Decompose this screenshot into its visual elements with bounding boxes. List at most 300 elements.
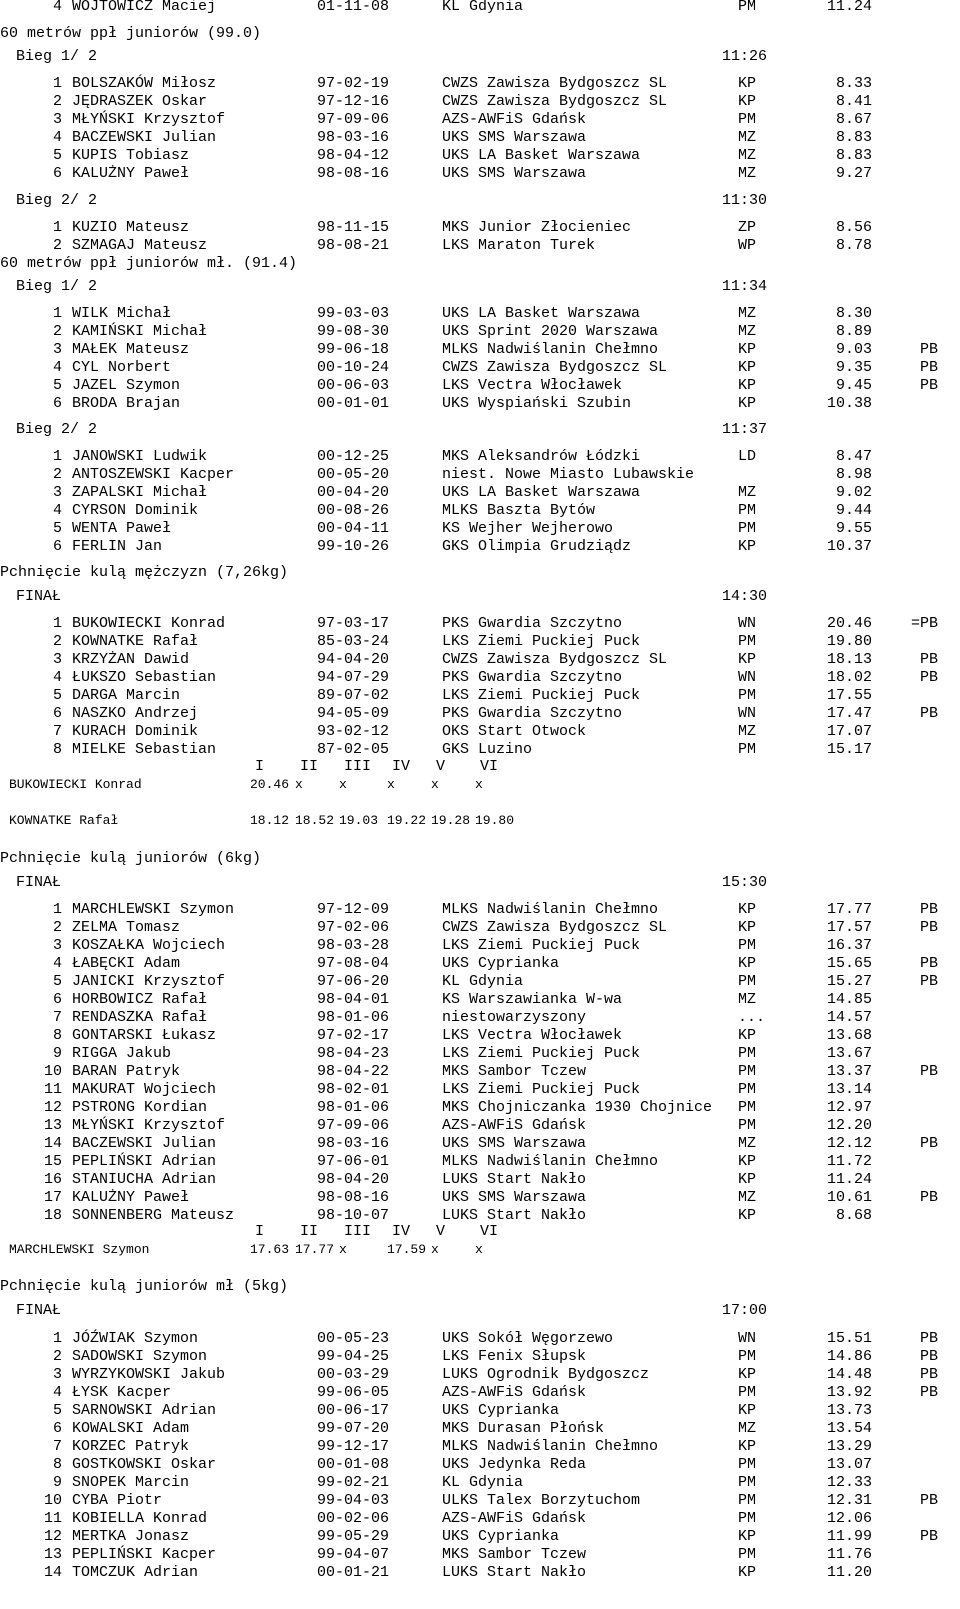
birth-date: 99-03-03 bbox=[317, 305, 390, 322]
record-note: PB bbox=[919, 901, 938, 918]
birth-date: 98-02-01 bbox=[317, 1081, 390, 1098]
athlete-name: PEPLIŃSKI Kacper bbox=[72, 1546, 217, 1563]
record-note: PB bbox=[919, 705, 938, 722]
club-name: LKS Ziemi Puckiej Puck bbox=[442, 1081, 641, 1098]
birth-date: 97-02-06 bbox=[317, 919, 390, 936]
result-row bbox=[0, 502, 960, 520]
attempt-column-label: VI bbox=[480, 1223, 499, 1240]
birth-date: 98-03-28 bbox=[317, 937, 390, 954]
club-name: MLKS Nadwiślanin Chełmno bbox=[442, 901, 659, 918]
region-code: PM bbox=[738, 1045, 757, 1062]
event-title bbox=[0, 850, 960, 868]
place: 12 bbox=[43, 1099, 62, 1116]
club-name: UKS SMS Warszawa bbox=[442, 1135, 587, 1152]
birth-date: 87-02-05 bbox=[317, 741, 390, 758]
region-code: PM bbox=[738, 1546, 757, 1563]
region-code: LD bbox=[738, 448, 757, 465]
result-row bbox=[0, 1402, 960, 1420]
region-code: KP bbox=[738, 395, 757, 412]
attempt-column-label: IV bbox=[392, 758, 411, 775]
club-name: UKS LA Basket Warszawa bbox=[442, 147, 641, 164]
result-value: 13.68 bbox=[826, 1027, 872, 1044]
place: 6 bbox=[52, 538, 62, 555]
birth-date: 97-03-17 bbox=[317, 615, 390, 632]
club-name: UKS SMS Warszawa bbox=[442, 129, 587, 146]
athlete-name: ŁUKSZO Sebastian bbox=[72, 669, 217, 686]
attempt-column-label: III bbox=[344, 1223, 372, 1240]
region-code: PM bbox=[738, 1474, 757, 1491]
birth-date: 99-12-17 bbox=[317, 1438, 390, 1455]
record-note: PB bbox=[919, 919, 938, 936]
result-row bbox=[0, 1171, 960, 1189]
region-code: KP bbox=[738, 538, 757, 555]
club-name: MKS Aleksandrów Łódzki bbox=[442, 448, 641, 465]
club-name: LUKS Start Nakło bbox=[442, 1171, 587, 1188]
result-value: 13.37 bbox=[826, 1063, 872, 1080]
birth-date: 97-06-01 bbox=[317, 1153, 390, 1170]
heat-time: 11:34 bbox=[722, 278, 768, 295]
place: 6 bbox=[52, 395, 62, 412]
result-row bbox=[0, 111, 960, 129]
birth-date: 99-08-30 bbox=[317, 323, 390, 340]
birth-date: 00-04-11 bbox=[317, 520, 390, 537]
place: 10 bbox=[43, 1063, 62, 1080]
region-code: PM bbox=[738, 741, 757, 758]
birth-date: 00-06-17 bbox=[317, 1402, 390, 1419]
heat-header bbox=[0, 192, 960, 210]
place: 1 bbox=[52, 448, 62, 465]
birth-date: 97-08-04 bbox=[317, 955, 390, 972]
region-code: PM bbox=[738, 1384, 757, 1401]
region-code: MZ bbox=[738, 1189, 757, 1206]
attempts-row bbox=[0, 776, 960, 794]
place: 1 bbox=[52, 1330, 62, 1347]
region-code: KP bbox=[738, 93, 757, 110]
event-title bbox=[0, 1278, 960, 1296]
result-value: 8.47 bbox=[835, 448, 872, 465]
record-note: PB bbox=[919, 955, 938, 972]
birth-date: 99-02-21 bbox=[317, 1474, 390, 1491]
club-name: CWZS Zawisza Bydgoszcz SL bbox=[442, 93, 668, 110]
birth-date: 98-08-21 bbox=[317, 237, 390, 254]
birth-date: 00-05-23 bbox=[317, 1330, 390, 1347]
attempt-column-label: V bbox=[436, 758, 446, 775]
athlete-name: ŁABĘCKI Adam bbox=[72, 955, 181, 972]
club-name: UKS Cyprianka bbox=[442, 1402, 560, 1419]
athlete-name: FERLIN Jan bbox=[72, 538, 163, 555]
birth-date: 94-07-29 bbox=[317, 669, 390, 686]
result-row bbox=[0, 687, 960, 705]
result-value: 10.38 bbox=[826, 395, 872, 412]
region-code: KP bbox=[738, 901, 757, 918]
result-value: 18.13 bbox=[826, 651, 872, 668]
birth-date: 00-10-24 bbox=[317, 359, 390, 376]
club-name: LUKS Ogrodnik Bydgoszcz bbox=[442, 1366, 650, 1383]
region-code: KP bbox=[738, 1027, 757, 1044]
place: 6 bbox=[52, 705, 62, 722]
region-code: KP bbox=[738, 1153, 757, 1170]
region-code: KP bbox=[738, 1528, 757, 1545]
athlete-name: BRODA Brajan bbox=[72, 395, 181, 412]
place: 4 bbox=[52, 502, 62, 519]
result-row bbox=[0, 75, 960, 93]
place: 12 bbox=[43, 1528, 62, 1545]
athlete-name: BACZEWSKI Julian bbox=[72, 129, 217, 146]
attempt-value: x bbox=[295, 777, 303, 792]
result-value: 8.83 bbox=[835, 147, 872, 164]
result-value: 14.86 bbox=[826, 1348, 872, 1365]
club-name: UKS SMS Warszawa bbox=[442, 165, 587, 182]
place: 3 bbox=[52, 651, 62, 668]
club-name: OKS Start Otwock bbox=[442, 723, 587, 740]
result-value: 10.61 bbox=[826, 1189, 872, 1206]
birth-date: 98-03-16 bbox=[317, 1135, 390, 1152]
athlete-name: MŁYŃSKI Krzysztof bbox=[72, 1117, 226, 1134]
attempt-column-label: VI bbox=[480, 758, 499, 775]
birth-date: 98-03-16 bbox=[317, 129, 390, 146]
result-row bbox=[0, 1456, 960, 1474]
result-value: 12.20 bbox=[826, 1117, 872, 1134]
region-code: MZ bbox=[738, 723, 757, 740]
athlete-name: ŁYSK Kacper bbox=[72, 1384, 172, 1401]
result-value: 17.07 bbox=[826, 723, 872, 740]
result-row bbox=[0, 1492, 960, 1510]
result-row bbox=[0, 973, 960, 991]
result-value: 14.57 bbox=[826, 1009, 872, 1026]
athlete-name: JANICKI Krzysztof bbox=[72, 973, 226, 990]
club-name: AZS-AWFiS Gdańsk bbox=[442, 1117, 587, 1134]
birth-date: 98-04-23 bbox=[317, 1045, 390, 1062]
region-code: PM bbox=[738, 633, 757, 650]
record-note: PB bbox=[919, 341, 938, 358]
athlete-name: JAZEL Szymon bbox=[72, 377, 181, 394]
attempt-value: 20.46 bbox=[250, 777, 290, 792]
heat-label: Bieg 2/ 2 bbox=[16, 421, 98, 438]
club-name: UKS Cyprianka bbox=[442, 955, 560, 972]
birth-date: 89-07-02 bbox=[317, 687, 390, 704]
result-row bbox=[0, 1420, 960, 1438]
birth-date: 00-04-20 bbox=[317, 484, 390, 501]
event-title bbox=[0, 255, 960, 273]
attempt-value: 19.03 bbox=[339, 813, 379, 828]
club-name: CWZS Zawisza Bydgoszcz SL bbox=[442, 359, 668, 376]
record-note: PB bbox=[919, 651, 938, 668]
region-code: KP bbox=[738, 919, 757, 936]
attempt-value: 17.59 bbox=[387, 1242, 427, 1257]
place: 6 bbox=[52, 991, 62, 1008]
place: 4 bbox=[52, 0, 62, 15]
athlete-name: KOBIELLA Konrad bbox=[72, 1510, 208, 1527]
region-code: MZ bbox=[738, 147, 757, 164]
athlete-name: BARAN Patryk bbox=[72, 1063, 181, 1080]
region-code: KP bbox=[738, 1171, 757, 1188]
athlete-name: SONNENBERG Mateusz bbox=[72, 1207, 235, 1224]
place: 7 bbox=[52, 723, 62, 740]
region-code: PM bbox=[738, 520, 757, 537]
attempt-value: x bbox=[431, 777, 439, 792]
heat-time: 11:30 bbox=[722, 192, 768, 209]
event-title-text: Pchnięcie kulą mężczyzn (7,26kg) bbox=[0, 564, 289, 581]
result-row bbox=[0, 991, 960, 1009]
athlete-name: KOWALSKI Adam bbox=[72, 1420, 190, 1437]
result-value: 20.46 bbox=[826, 615, 872, 632]
heat-label: FINAŁ bbox=[16, 588, 62, 605]
record-note: PB bbox=[919, 377, 938, 394]
region-code: MZ bbox=[738, 129, 757, 146]
place: 3 bbox=[52, 484, 62, 501]
result-row bbox=[0, 1330, 960, 1348]
place: 4 bbox=[52, 129, 62, 146]
result-value: 17.47 bbox=[826, 705, 872, 722]
result-value: 15.65 bbox=[826, 955, 872, 972]
place: 11 bbox=[43, 1510, 62, 1527]
result-row bbox=[0, 1366, 960, 1384]
birth-date: 98-01-06 bbox=[317, 1099, 390, 1116]
club-name: UKS Wyspiański Szubin bbox=[442, 395, 632, 412]
region-code: MZ bbox=[738, 305, 757, 322]
result-value: 9.45 bbox=[835, 377, 872, 394]
result-row bbox=[0, 1153, 960, 1171]
place: 2 bbox=[52, 93, 62, 110]
attempt-column-label: IV bbox=[392, 1223, 411, 1240]
result-row bbox=[0, 1027, 960, 1045]
athlete-name: MAKURAT Wojciech bbox=[72, 1081, 217, 1098]
attempt-value: 19.22 bbox=[387, 813, 427, 828]
attempt-column-label: V bbox=[436, 1223, 446, 1240]
result-row bbox=[0, 305, 960, 323]
region-code: PM bbox=[738, 0, 757, 15]
attempts-row bbox=[0, 812, 960, 830]
birth-date: 99-06-18 bbox=[317, 341, 390, 358]
attempt-value: 19.80 bbox=[475, 813, 515, 828]
result-row bbox=[0, 323, 960, 341]
result-row bbox=[0, 901, 960, 919]
result-value: 16.37 bbox=[826, 937, 872, 954]
attempt-value: x bbox=[339, 777, 347, 792]
place: 2 bbox=[52, 919, 62, 936]
birth-date: 94-04-20 bbox=[317, 651, 390, 668]
result-row bbox=[0, 1081, 960, 1099]
result-value: 8.83 bbox=[835, 129, 872, 146]
region-code: PM bbox=[738, 1492, 757, 1509]
heat-header bbox=[0, 874, 960, 892]
heat-header bbox=[0, 48, 960, 66]
athlete-name: KALUŻNY Paweł bbox=[72, 165, 190, 182]
club-name: CWZS Zawisza Bydgoszcz SL bbox=[442, 651, 668, 668]
result-value: 8.98 bbox=[835, 466, 872, 483]
result-row bbox=[0, 1474, 960, 1492]
region-code: PM bbox=[738, 1063, 757, 1080]
region-code: KP bbox=[738, 1438, 757, 1455]
attempt-value: 17.63 bbox=[250, 1242, 290, 1257]
birth-date: 98-01-06 bbox=[317, 1009, 390, 1026]
result-value: 9.55 bbox=[835, 520, 872, 537]
result-value: 8.78 bbox=[835, 237, 872, 254]
athlete-name: KURACH Dominik bbox=[72, 723, 199, 740]
result-value: 13.92 bbox=[826, 1384, 872, 1401]
region-code: PM bbox=[738, 1099, 757, 1116]
record-note: PB bbox=[919, 1348, 938, 1365]
athlete-name: NASZKO Andrzej bbox=[72, 705, 199, 722]
record-note: PB bbox=[919, 669, 938, 686]
athlete-name: SNOPEK Marcin bbox=[72, 1474, 190, 1491]
region-code: KP bbox=[738, 651, 757, 668]
attempt-value: 18.52 bbox=[295, 813, 335, 828]
result-value: 19.80 bbox=[826, 633, 872, 650]
place: 4 bbox=[52, 669, 62, 686]
result-value: 9.03 bbox=[835, 341, 872, 358]
result-row bbox=[0, 1384, 960, 1402]
attempt-value: x bbox=[387, 777, 395, 792]
club-name: LUKS Start Nakło bbox=[442, 1564, 587, 1581]
result-row bbox=[0, 1438, 960, 1456]
heat-header bbox=[0, 421, 960, 439]
place: 5 bbox=[52, 377, 62, 394]
event-title bbox=[0, 25, 960, 43]
result-row bbox=[0, 651, 960, 669]
region-code: PM bbox=[738, 973, 757, 990]
athlete-name: JÓŹWIAK Szymon bbox=[72, 1330, 199, 1347]
club-name: LKS Maraton Turek bbox=[442, 237, 596, 254]
result-value: 8.33 bbox=[835, 75, 872, 92]
region-code: PM bbox=[738, 1081, 757, 1098]
heat-time: 11:26 bbox=[722, 48, 768, 65]
athlete-name: RENDASZKA Rafał bbox=[72, 1009, 208, 1026]
birth-date: 98-04-12 bbox=[317, 147, 390, 164]
region-code: PM bbox=[738, 1456, 757, 1473]
birth-date: 98-08-16 bbox=[317, 165, 390, 182]
record-note: PB bbox=[919, 1063, 938, 1080]
athlete-name: KUPIS Tobiasz bbox=[72, 147, 190, 164]
athlete-name: WENTA Paweł bbox=[72, 520, 172, 537]
club-name: KS Warszawianka W-wa bbox=[442, 991, 623, 1008]
result-row bbox=[0, 1009, 960, 1027]
attempt-value: x bbox=[475, 1242, 483, 1257]
place: 2 bbox=[52, 1348, 62, 1365]
athlete-name: WILK Michał bbox=[72, 305, 172, 322]
attempt-column-label: II bbox=[300, 1223, 319, 1240]
result-value: 13.73 bbox=[826, 1402, 872, 1419]
result-row bbox=[0, 237, 960, 255]
result-row bbox=[0, 165, 960, 183]
result-value: 12.33 bbox=[826, 1474, 872, 1491]
record-note: PB bbox=[919, 1330, 938, 1347]
birth-date: 99-10-26 bbox=[317, 538, 390, 555]
attempt-value: 18.12 bbox=[250, 813, 290, 828]
record-note: =PB bbox=[910, 615, 938, 632]
club-name: AZS-AWFiS Gdańsk bbox=[442, 111, 587, 128]
place: 14 bbox=[43, 1135, 62, 1152]
birth-date: 98-08-16 bbox=[317, 1189, 390, 1206]
attempt-column-label: III bbox=[344, 758, 372, 775]
club-name: UKS Sprint 2020 Warszawa bbox=[442, 323, 659, 340]
event-title-text: Pchnięcie kulą juniorów mł (5kg) bbox=[0, 1278, 289, 1295]
athlete-name: JĘDRASZEK Oskar bbox=[72, 93, 208, 110]
heat-label: Bieg 2/ 2 bbox=[16, 192, 98, 209]
record-note: PB bbox=[919, 1189, 938, 1206]
result-value: 8.67 bbox=[835, 111, 872, 128]
result-value: 12.97 bbox=[826, 1099, 872, 1116]
athlete-name: JANOWSKI Ludwik bbox=[72, 448, 208, 465]
athlete-name: CYL Norbert bbox=[72, 359, 172, 376]
place: 2 bbox=[52, 466, 62, 483]
athlete-name: STANIUCHA Adrian bbox=[72, 1171, 217, 1188]
place: 5 bbox=[52, 973, 62, 990]
birth-date: 00-05-20 bbox=[317, 466, 390, 483]
birth-date: 93-02-12 bbox=[317, 723, 390, 740]
birth-date: 00-01-08 bbox=[317, 1456, 390, 1473]
result-value: 9.27 bbox=[835, 165, 872, 182]
result-row bbox=[0, 723, 960, 741]
place: 15 bbox=[43, 1153, 62, 1170]
place: 5 bbox=[52, 687, 62, 704]
place: 5 bbox=[52, 147, 62, 164]
region-code: ZP bbox=[738, 219, 757, 236]
attempts-athlete-name: MARCHLEWSKI Szymon bbox=[9, 1242, 150, 1257]
birth-date: 98-10-07 bbox=[317, 1207, 390, 1224]
result-row bbox=[0, 1546, 960, 1564]
place: 1 bbox=[52, 75, 62, 92]
attempt-value: 17.77 bbox=[295, 1242, 335, 1257]
attempts-header bbox=[0, 1223, 960, 1241]
birth-date: 98-04-22 bbox=[317, 1063, 390, 1080]
birth-date: 97-02-17 bbox=[317, 1027, 390, 1044]
athlete-name: SARNOWSKI Adrian bbox=[72, 1402, 217, 1419]
region-code: WP bbox=[738, 237, 757, 254]
birth-date: 85-03-24 bbox=[317, 633, 390, 650]
region-code: MZ bbox=[738, 165, 757, 182]
club-name: LKS Ziemi Puckiej Puck bbox=[442, 1045, 641, 1062]
club-name: LKS Ziemi Puckiej Puck bbox=[442, 687, 641, 704]
birth-date: 98-04-01 bbox=[317, 991, 390, 1008]
club-name: MKS Sambor Tczew bbox=[442, 1546, 587, 1563]
result-row bbox=[0, 1099, 960, 1117]
place: 18 bbox=[43, 1207, 62, 1224]
region-code: ... bbox=[738, 1009, 766, 1026]
place: 5 bbox=[52, 520, 62, 537]
attempts-header bbox=[0, 758, 960, 776]
club-name: CWZS Zawisza Bydgoszcz SL bbox=[442, 75, 668, 92]
club-name: ULKS Talex Borzytuchom bbox=[442, 1492, 641, 1509]
region-code: PM bbox=[738, 1348, 757, 1365]
place: 5 bbox=[52, 1402, 62, 1419]
athlete-name: KORZEC Patryk bbox=[72, 1438, 190, 1455]
heat-label: FINAŁ bbox=[16, 874, 62, 891]
heat-header bbox=[0, 588, 960, 606]
result-value: 15.27 bbox=[826, 973, 872, 990]
club-name: KL Gdynia bbox=[442, 1474, 524, 1491]
place: 6 bbox=[52, 165, 62, 182]
athlete-name: ZAPALSKI Michał bbox=[72, 484, 208, 501]
athlete-name: BUKOWIECKI Konrad bbox=[72, 615, 226, 632]
result-value: 14.48 bbox=[826, 1366, 872, 1383]
athlete-name: TOMCZUK Adrian bbox=[72, 1564, 199, 1581]
result-value: 8.30 bbox=[835, 305, 872, 322]
result-row bbox=[0, 1348, 960, 1366]
result-row bbox=[0, 93, 960, 111]
birth-date: 00-02-06 bbox=[317, 1510, 390, 1527]
record-note: PB bbox=[919, 1528, 938, 1545]
club-name: PKS Gwardia Szczytno bbox=[442, 705, 623, 722]
region-code: PM bbox=[738, 1510, 757, 1527]
club-name: LKS Ziemi Puckiej Puck bbox=[442, 633, 641, 650]
club-name: MKS Durasan Płońsk bbox=[442, 1420, 605, 1437]
result-row bbox=[0, 669, 960, 687]
place: 8 bbox=[52, 1456, 62, 1473]
club-name: CWZS Zawisza Bydgoszcz SL bbox=[442, 919, 668, 936]
club-name: UKS LA Basket Warszawa bbox=[442, 305, 641, 322]
attempt-value: 19.28 bbox=[431, 813, 471, 828]
